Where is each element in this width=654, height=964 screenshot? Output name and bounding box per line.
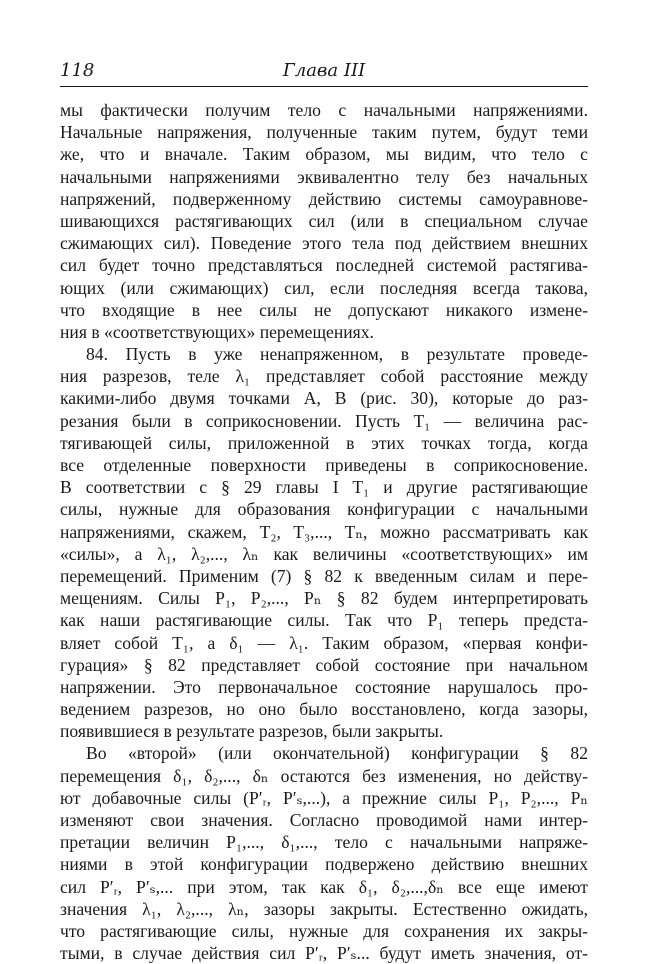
text-line: ющих (или сжимающих) сил, если последняя всегда такова, — [60, 277, 588, 298]
text-line: гурация» § 82 представляет собой состояние при начальном — [60, 654, 588, 675]
paragraph — [60, 343, 588, 742]
body-text — [60, 99, 588, 964]
text-line: перемещения δ₁, δ₂,..., δₙ остаются без изменения, но действу- — [60, 765, 588, 786]
text-line: как наши растягивающие силы. Так что P₁ теперь предста- — [60, 610, 588, 631]
text-line: претации величин P₁,..., δ₁,..., тело с начальными напряже- — [60, 832, 588, 853]
text-line: мы фактически получим тело с начальными напряжениями. — [60, 100, 588, 120]
text-line: перемещений. Применим (7) § 82 к введенным силам и пере- — [60, 565, 588, 586]
text-line: значения λ₁, λ₂,..., λₙ, зазоры закрыты. Естественно ожидать, — [60, 898, 588, 919]
text-line: начальными напряжениями эквивалентно телу без начальных — [60, 166, 588, 187]
running-head: Глава III — [282, 60, 366, 81]
text-line: все отделенные поверхности приведены в соприкосновение. — [60, 455, 588, 475]
text-line: сжимающих сил). Поведение этого тела под действием внешних — [60, 233, 588, 254]
text-line: сил будет точно представляться последней системой растягива- — [60, 255, 588, 276]
text-line: «силы», а λ₁, λ₂,..., λₙ как величины «соответствующих» им — [60, 543, 588, 564]
text-line: мещениям. Силы P₁, P₂,..., Pₙ § 82 будем интерпретировать — [60, 588, 588, 609]
book-page — [60, 58, 588, 964]
text-line: ют добавочные силы (P′ᵣ, P′ₛ,...), а прежние силы P₁, P₂,..., Pₙ — [60, 787, 588, 808]
text-line: изменяют свои значения. Согласно проводимой нами интер- — [60, 810, 588, 830]
text-line: ведением разрезов, но оно было восстановлено, когда зазоры, — [60, 699, 588, 720]
text-line: напряжений, подверженному действию системы самоуравнове- — [60, 188, 588, 209]
text-line: резания были в соприкосновении. Пусть T₁ — величина рас- — [60, 410, 588, 431]
text-line: какими-либо двумя точками A, B (рис. 30), которые до раз- — [60, 388, 588, 409]
text-line: что входящие в нее силы не допускают никакого измене- — [60, 299, 588, 320]
text-line: вляет собой T₁, а δ₁ — λ₁. Таким образом, «первая конфи- — [60, 632, 588, 653]
text-line: Начальные напряжения, полученные таким путем, будут теми — [60, 122, 588, 143]
text-line: напряжении. Это первоначальное состояние нарушалось про- — [60, 676, 588, 697]
paragraph — [60, 742, 588, 964]
text-line: Во «второй» (или окончательной) конфигурации § 82 — [86, 743, 588, 764]
text-line: ния в «соответствующих» перемещениях. — [60, 321, 374, 342]
text-line: ниями в этой конфигурации подвержено действию внешних — [60, 854, 588, 875]
text-line: появившиеся в результате разрезов, были закрыты. — [60, 721, 444, 742]
page-number: 118 — [60, 60, 95, 81]
text-line: сил P′ᵣ, P′ₛ,... при этом, так как δ₁, δ₂,...,δₙ все еще имеют — [60, 876, 588, 897]
text-line: ния разрезов, теле λ₁ представляет собой расстояние между — [60, 366, 588, 387]
paragraph — [60, 99, 588, 343]
text-line: 84. Пусть в уже ненапряженном, в результате проведе- — [86, 344, 588, 365]
text-line: тыми, в случае действия сил P′ᵣ, P′ₛ... будут иметь значения, от- — [60, 943, 588, 964]
text-line: что растягивающие силы, нужные для сохранения их закры- — [60, 920, 588, 941]
page-header — [60, 58, 588, 87]
text-line: напряжениями, скажем, T₂, T₃,..., Tₙ, можно рассматривать как — [60, 521, 588, 542]
text-line: же, что и вначале. Таким образом, мы видим, что тело с — [60, 144, 588, 165]
text-line: силы, нужные для образования конфигурации с начальными — [60, 499, 588, 520]
text-line: тягивающей силы, приложенной в этих точках тогда, когда — [60, 432, 588, 453]
text-line: шивающихся растягивающих сил (или в специальном случае — [60, 210, 588, 231]
text-line: В соответствии с § 29 главы I T₁ и другие растягивающие — [60, 477, 588, 498]
